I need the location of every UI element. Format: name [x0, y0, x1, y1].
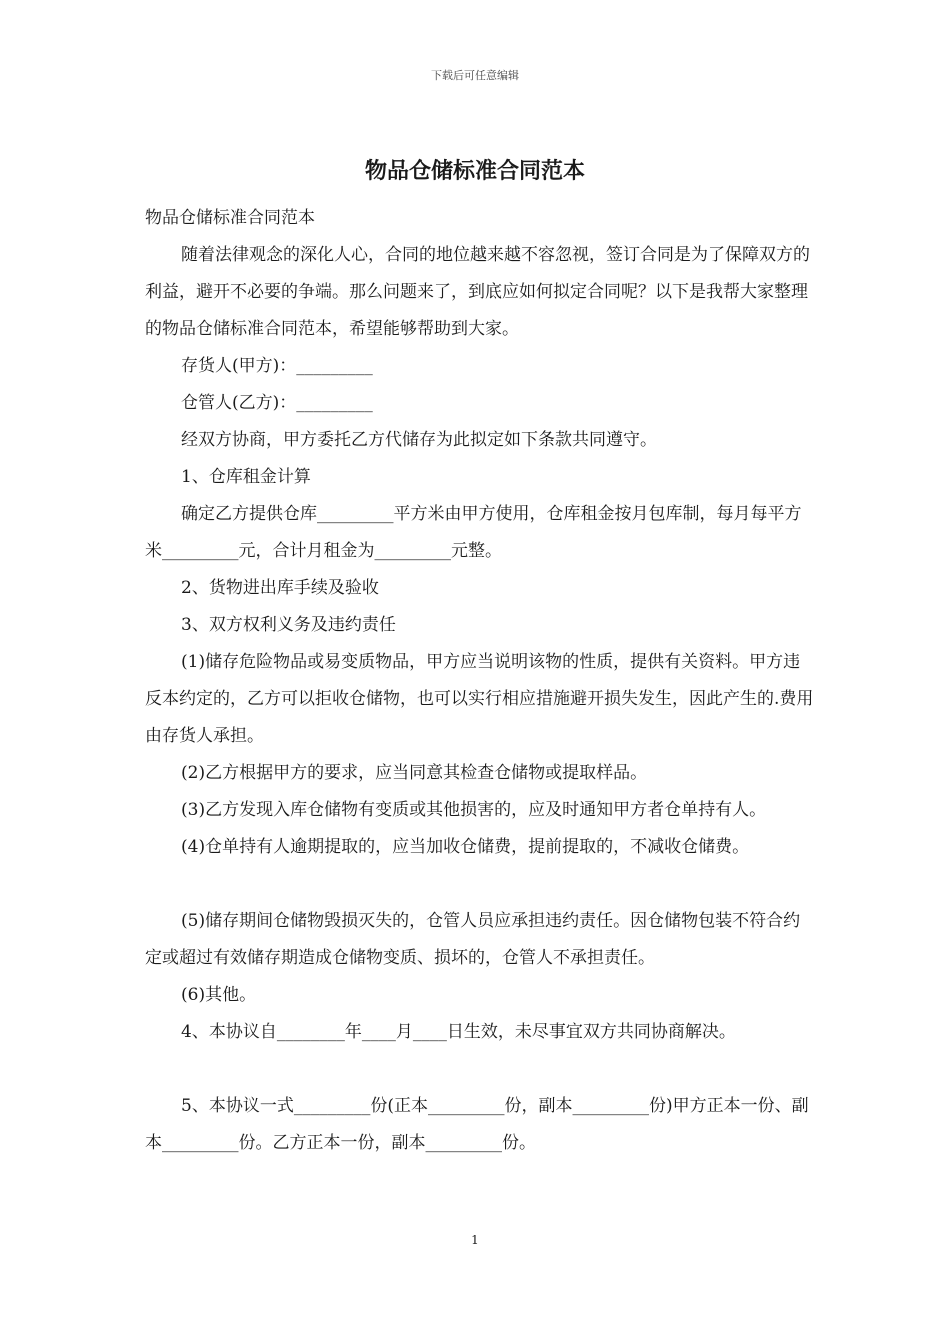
subtitle-paragraph: 物品仓储标准合同范本: [145, 208, 315, 228]
blank-line: [145, 1051, 815, 1088]
blank-line: [145, 866, 815, 903]
clause-3-item-2: (2)乙方根据甲方的要求，应当同意其检查仓储物或提取样品。: [181, 763, 648, 783]
document-title: 物品仓储标准合同范本: [364, 159, 585, 184]
clause-2-heading: 2、货物进出库手续及验收: [181, 578, 379, 598]
clause-5-text: 5、本协议一式_________份(正本_________份，副本_________份)甲方正本一份、副本_________份。乙方正本一份，副本_________份。: [145, 1096, 809, 1153]
document-body: [145, 200, 815, 1162]
party-b-line: 仓管人(乙方)：_________: [181, 393, 373, 413]
clause-4-text: 4、本协议自________年____月____日生效，未尽事宜双方共同协商解决。: [181, 1022, 736, 1042]
clause-1-heading: 1、仓库租金计算: [181, 467, 311, 487]
page-number: 1: [471, 1233, 479, 1247]
clause-3-item-5: (5)储存期间仓储物毁损灭失的，仓管人员应承担违约责任。因仓储物包装不符合约定或超过有效储存期造成仓储物变质、损坏的，仓管人不承担责任。: [145, 911, 801, 968]
intro-paragraph: 随着法律观念的深化人心，合同的地位越来越不容忽视，签订合同是为了保障双方的利益，避开不必要的争端。那么问题来了，到底应如何拟定合同呢？以下是我帮大家整理的物品仓储标准合同范本，希望能够帮助到大家。: [145, 245, 810, 339]
page-header: 下载后可任意编辑: [431, 69, 519, 82]
agreement-paragraph: 经双方协商，甲方委托乙方代储存为此拟定如下条款共同遵守。: [181, 430, 657, 450]
clause-3-item-6: (6)其他。: [181, 985, 257, 1005]
clause-1-text: 确定乙方提供仓库_________平方米由甲方使用，仓库租金按月包库制，每月每平方米_________元，合计月租金为_________元整。: [145, 504, 802, 561]
party-a-line: 存货人(甲方)：_________: [181, 356, 373, 376]
clause-3-item-3: (3)乙方发现入库仓储物有变质或其他损害的，应及时通知甲方者仓单持有人。: [181, 800, 767, 820]
clause-3-item-4: (4)仓单持有人逾期提取的，应当加收仓储费，提前提取的，不减收仓储费。: [181, 837, 750, 857]
clause-3-heading: 3、双方权利义务及违约责任: [181, 615, 396, 635]
clause-3-item-1: (1)储存危险物品或易变质物品，甲方应当说明该物的性质，提供有关资料。甲方违反本约定的，乙方可以拒收仓储物，也可以实行相应措施避开损失发生，因此产生的.费用由存货人承担。: [145, 652, 814, 746]
